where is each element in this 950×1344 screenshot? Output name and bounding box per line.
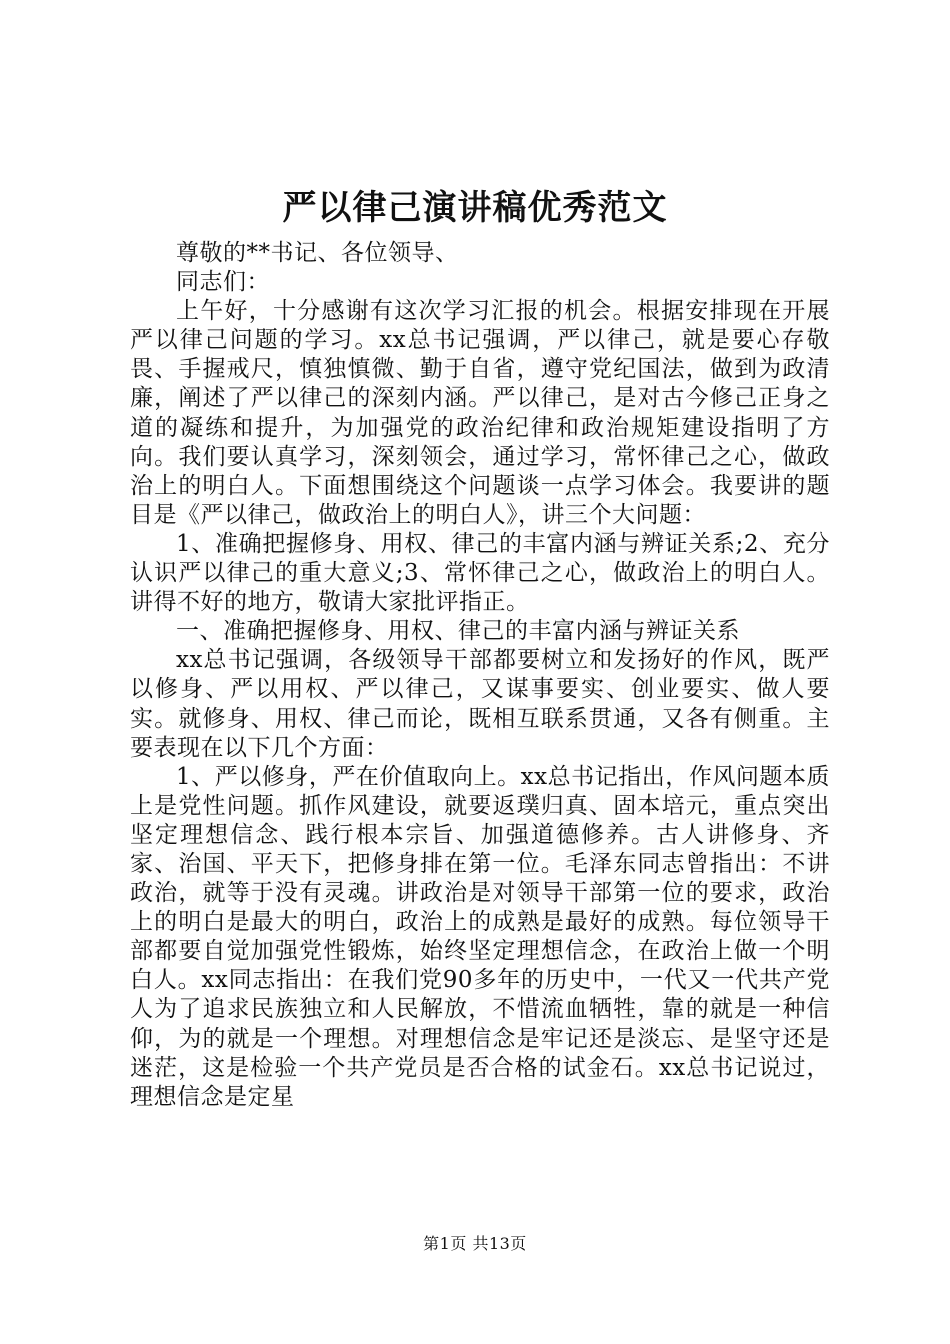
body-paragraph: 1、准确把握修身、用权、律己的丰富内涵与辨证关系;2、充分认识严以律己的重大意义;3、常怀律己之心，做政治上的明白人。讲得不好的地方，敬请大家批评指正。 <box>130 530 830 616</box>
document-body <box>130 239 830 1112</box>
body-paragraph: 1、严以修身，严在价值取向上。xx总书记指出，作风问题本质上是党性问题。抓作风建设，就要返璞归真、固本培元，重点突出坚定理想信念、践行根本宗旨、加强道德修养。古人讲修身、齐家、治国、平天下，把修身排在第一位。毛泽东同志曾指出：不讲政治，就等于没有灵魂。讲政治是对领导干部第一位的要求，政治上的明白是最大的明白，政治上的成熟是最好的成熟。每位领导干部都要自觉加强党性锻炼，始终坚定理想信念，在政治上做一个明白人。xx同志指出：在我们党90多年的历史中，一代又一代共产党人为了追求民族独立和人民解放，不惜流血牺牲，靠的就是一种信仰，为的就是一个理想。对理想信念是牢记还是淡忘、是坚守还是迷茫，这是检验一个共产党员是否合格的试金石。xx总书记说过，理想信念是定星 <box>130 763 830 1110</box>
salutation-line-1: 尊敬的**书记、各位领导、 <box>176 240 459 266</box>
page-number-footer: 第1页 共13页 <box>423 1234 527 1253</box>
document-title: 严以律己演讲稿优秀范文 <box>282 188 668 228</box>
body-paragraph: 上午好，十分感谢有这次学习汇报的机会。根据安排现在开展严以律己问题的学习。xx总书记强调，严以律己，就是要心存敬畏、手握戒尺，慎独慎微、勤于自省，遵守党纪国法，做到为政清廉，阐述了严以律己的深刻内涵。严以律己，是对古今修己正身之道的凝练和提升，为加强党的政治纪律和政治规矩建设指明了方向。我们要认真学习，深刻领会，通过学习，常怀律己之心，做政治上的明白人。下面想围绕这个问题谈一点学习体会。我要讲的题目是《严以律己，做政治上的明白人》，讲三个大问题： <box>130 298 830 528</box>
section-heading: 一、准确把握修身、用权、律己的丰富内涵与辨证关系 <box>176 618 740 645</box>
salutation-line-2: 同志们： <box>176 269 270 296</box>
body-paragraph: xx总书记强调，各级领导干部都要树立和发扬好的作风，既严以修身、严以用权、严以律己，又谋事要实、创业要实、做人要实。就修身、用权、律己而论，既相互联系贯通，又各有侧重。主要表现在以下几个方面： <box>130 647 830 761</box>
